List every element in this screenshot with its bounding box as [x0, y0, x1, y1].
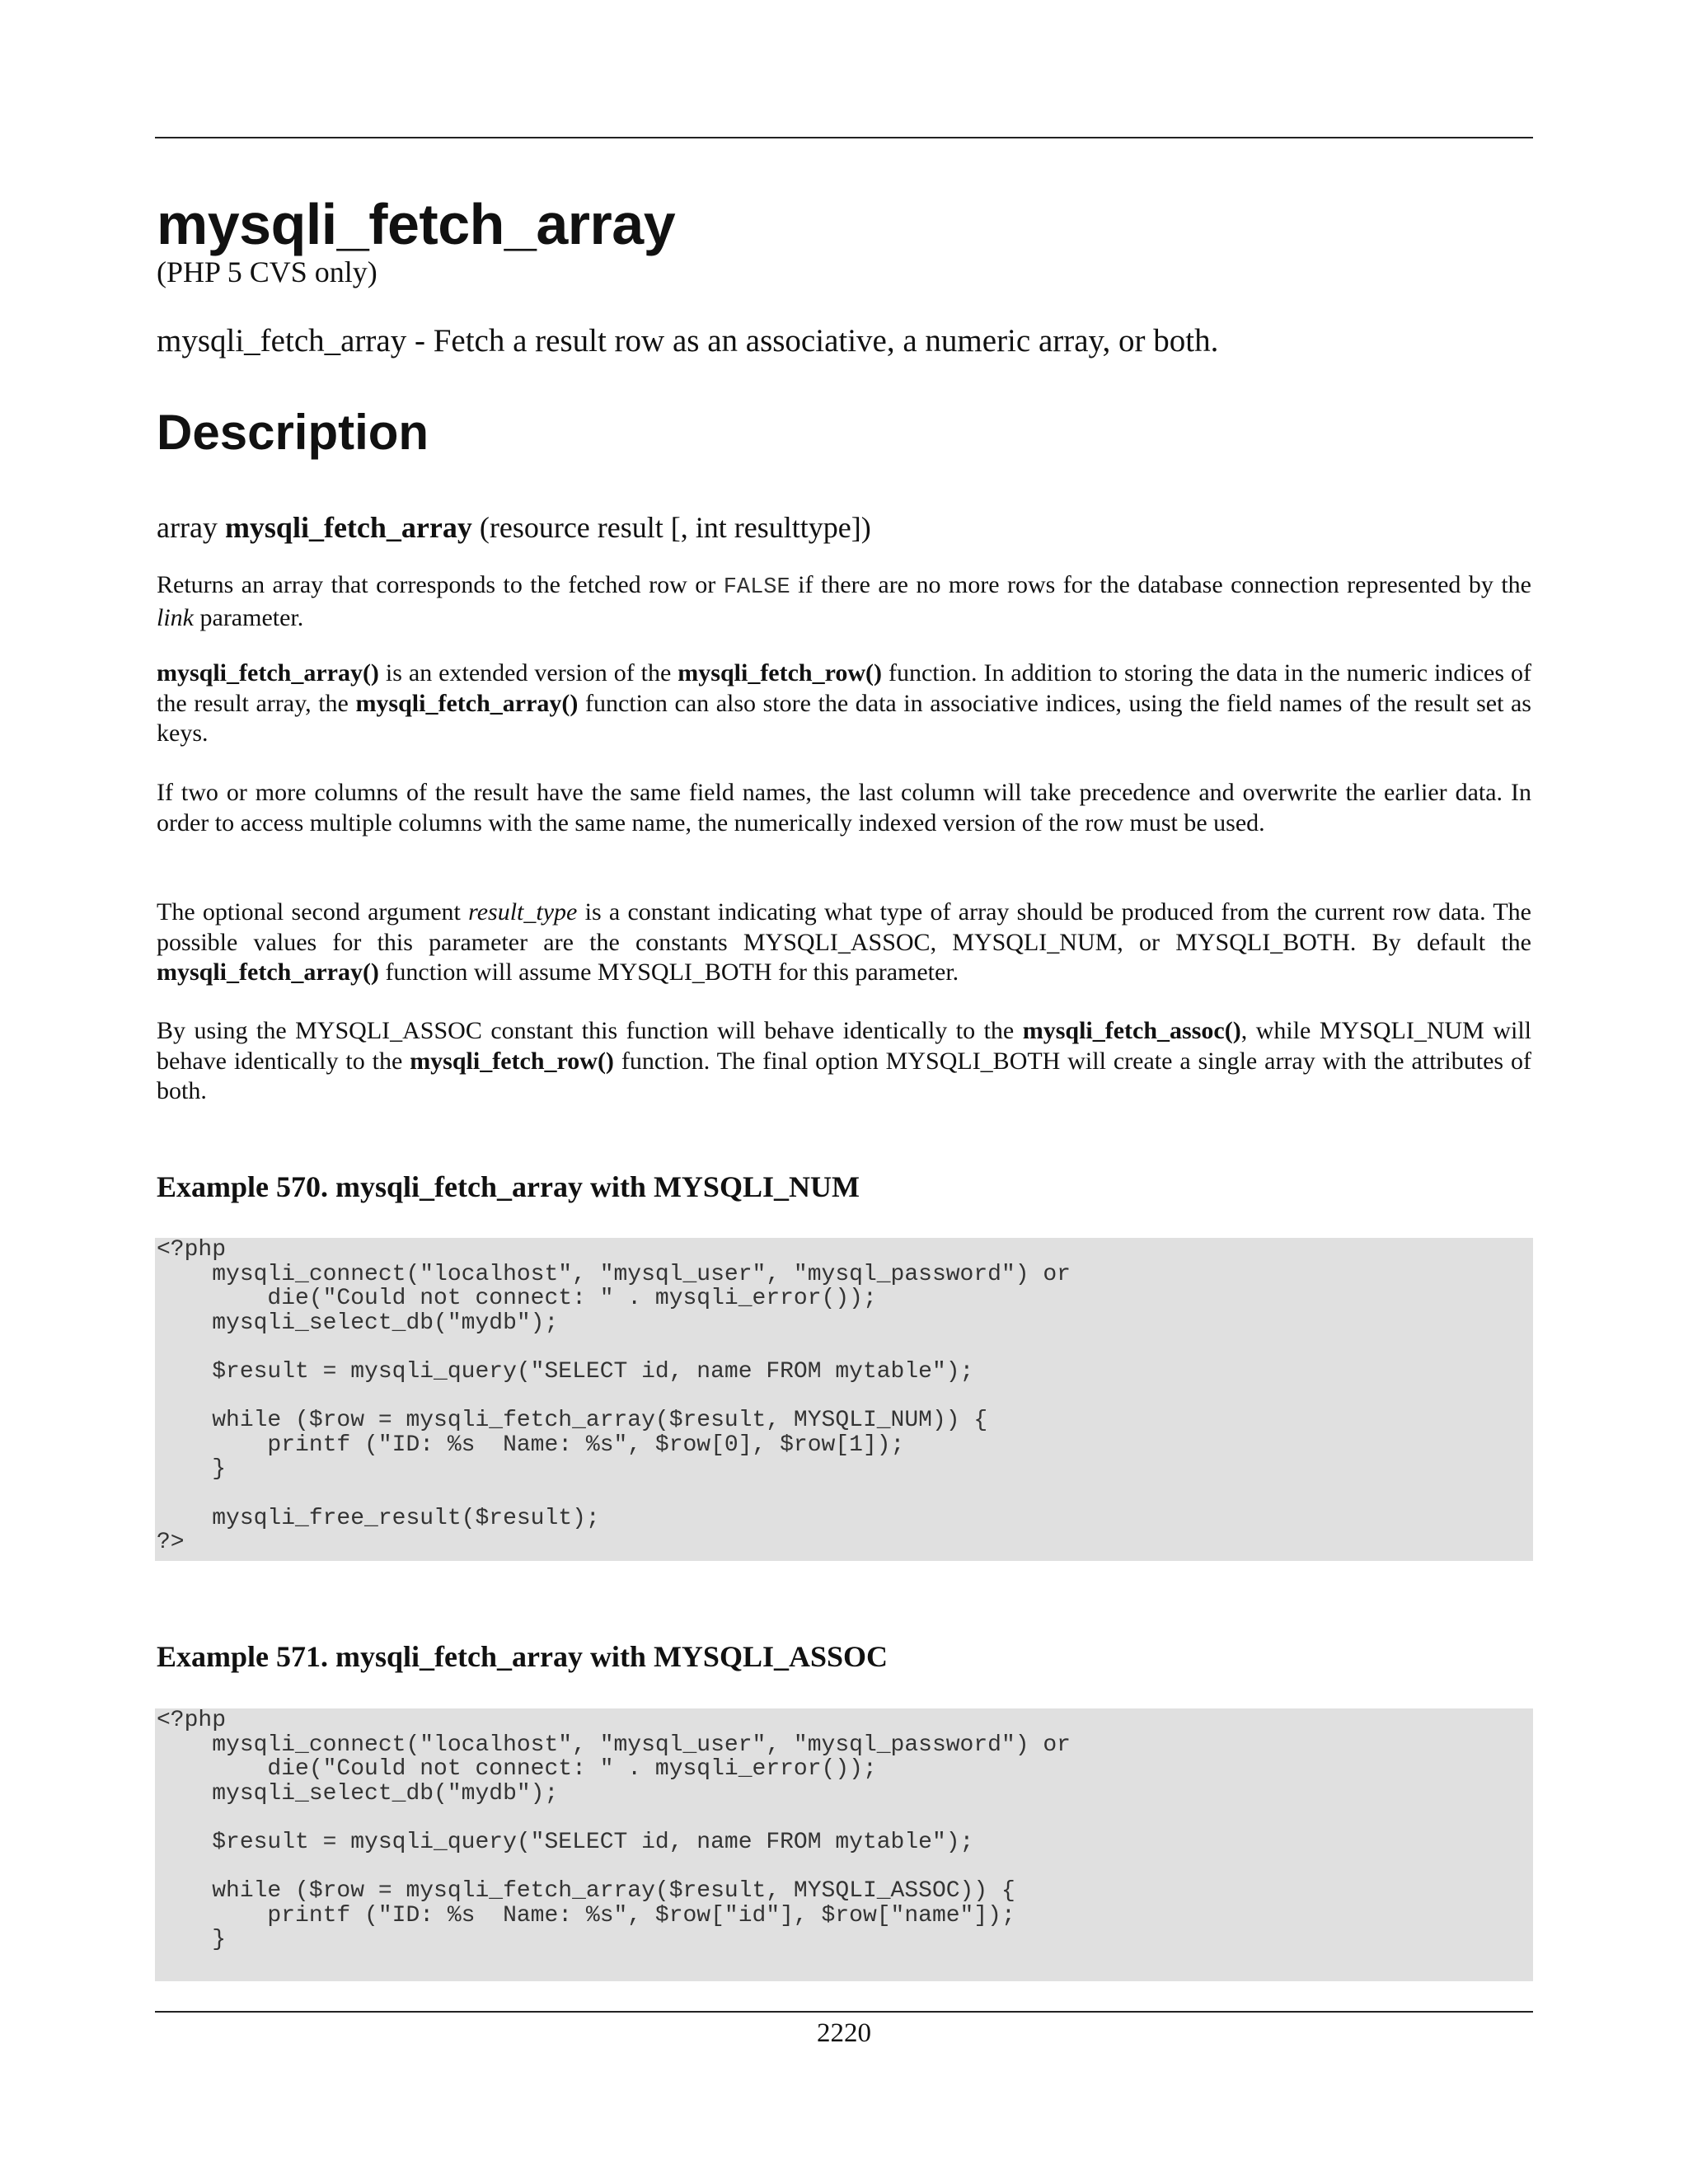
description-paragraph-result-type: The optional second argument result_type is a constant indicating what type of array should be produced from the current row data. The possible values for this parameter are the constants MYSQLI_ASSOC, MYSQLI_NUM, or MYSQLI_BOTH. By default the mysqli_fetch_array() function will assume MYSQLI_BOTH for this parameter.	[157, 898, 1532, 986]
footer-rule	[155, 2011, 1533, 2013]
header-rule	[155, 137, 1533, 138]
page-number: 2220	[817, 2018, 871, 2048]
function-ref: mysqli_fetch_row()	[678, 659, 883, 687]
description-paragraph-extended-version: mysqli_fetch_array() is an extended version of the mysqli_fetch_row() function. In addition to storing the data in the numeric indices of the result array, the mysqli_fetch_array() function can also store the data in associative indices, using the field names of the result set as keys.	[157, 659, 1531, 747]
description-paragraph-constant-behavior: By using the MYSQLI_ASSOC constant this function will behave identically to the mysqli_fetch_assoc(), while MYSQLI_NUM will behave identically to the mysqli_fetch_row() function. The final option MYSQLI_BOTH will create a single array with the attributes of both.	[157, 1017, 1531, 1104]
function-ref: mysqli_fetch_assoc()	[1022, 1017, 1241, 1044]
link-param-name: link	[157, 603, 194, 631]
synopsis-function-name: mysqli_fetch_array	[224, 511, 472, 544]
document-page	[155, 0, 1533, 2184]
section-heading-description: Description	[157, 405, 429, 460]
synopsis-return-type: array	[157, 511, 218, 544]
page-title: mysqli_fetch_array	[157, 192, 676, 256]
example-571-title: Example 571. mysqli_fetch_array with MYSQLI_ASSOC	[157, 1640, 889, 1673]
function-ref: mysqli_fetch_row()	[410, 1047, 614, 1075]
description-paragraph-return-value: Returns an array that corresponds to the fetched row or FALSE if there are no more rows for the database connection represented by the link parameter.	[157, 571, 1531, 631]
function-ref: mysqli_fetch_array()	[355, 689, 579, 717]
function-ref: mysqli_fetch_array()	[157, 958, 379, 986]
example-570-code-block: <?php mysqli_connect("localhost", "mysql_user", "mysql_password") or die("Could not connect: " . mysqli_error()); mysqli_select_db("mydb"); $result = mysqli_query("SELECT id, name FROM mytable"); while ($row = mysqli_fetch_array($result, MYSQLI_NUM)) { printf ("ID: %s Name: %s", $row[0], $row[1]); } mysqli_free_result($result); ?>	[155, 1238, 1533, 1561]
result-type-param-name: result_type	[468, 898, 578, 926]
example-570-title: Example 570. mysqli_fetch_array with MYSQLI_NUM	[157, 1170, 860, 1203]
example-571-code-block: <?php mysqli_connect("localhost", "mysql_user", "mysql_password") or die("Could not connect: " . mysqli_error()); mysqli_select_db("mydb"); $result = mysqli_query("SELECT id, name FROM mytable"); while ($row = mysqli_fetch_array($result, MYSQLI_ASSOC)) { printf ("ID: %s Name: %s", $row["id"], $row["name"]); }	[155, 1708, 1533, 1981]
version-note: (PHP 5 CVS only)	[157, 255, 377, 288]
false-constant: FALSE	[723, 575, 790, 600]
description-paragraph-duplicate-names: If two or more columns of the result have the same field names, the last column will take precedence and overwrite the earlier data. In order to access multiple columns with the same name, the numerically indexed version of the row must be used.	[157, 779, 1531, 837]
function-purpose: mysqli_fetch_array - Fetch a result row as an associative, a numeric array, or both.	[157, 323, 1219, 359]
function-ref: mysqli_fetch_array()	[157, 659, 379, 687]
synopsis-params: (resource result [, int resulttype])	[479, 511, 871, 544]
function-synopsis	[157, 509, 871, 546]
